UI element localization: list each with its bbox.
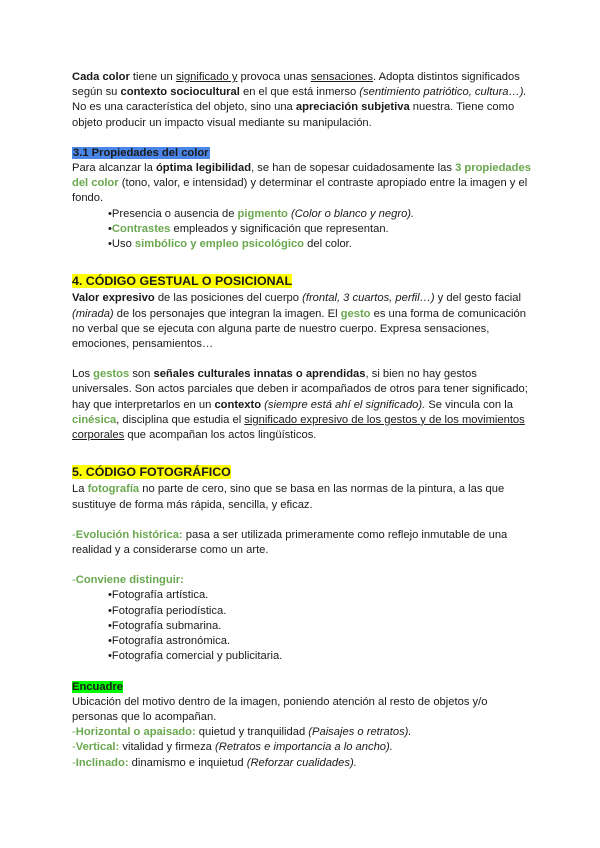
text-span: provoca unas	[237, 71, 311, 83]
section-3-1-heading	[72, 146, 532, 161]
text-span: que acompañan los actos lingüísticos.	[124, 429, 317, 442]
text-span: Valor expresivo	[72, 292, 155, 305]
evolution-paragraph	[72, 528, 532, 558]
text-span: (mirada)	[72, 307, 114, 320]
text-span: fotografía	[87, 483, 140, 496]
text-span: gestos	[93, 368, 130, 381]
text-span: Se vincula con la	[425, 398, 513, 411]
section-4-paragraph-2	[72, 367, 532, 443]
list-item	[72, 207, 532, 222]
list-item: •Fotografía astronómica.	[108, 635, 231, 648]
text-span: (Color o blanco y negro).	[287, 207, 415, 220]
color-intro-paragraph	[72, 70, 532, 131]
text-span: , si bien no hay gestos universales. Son actos parciales que deben ir acompañados de otros para tener significado; hay que interpretarlos en un	[72, 368, 528, 411]
text-span: simbólico y empleo psicológico	[134, 238, 305, 251]
text-span: y del gesto facial	[434, 292, 522, 305]
text-span: , se han de sopesar cuidadosamente las	[251, 162, 456, 175]
text-span: (siempre está ahí el significado).	[261, 398, 426, 411]
document-content	[72, 70, 532, 771]
text-span: (tono, valor, e intensidad) y determinar el contraste apropiado entre la imagen y el fondo.	[72, 177, 528, 205]
text-span: óptima legibilidad	[155, 162, 252, 175]
text-span: -	[72, 741, 76, 754]
text-span: Inclinado:	[75, 756, 129, 769]
text-span: -	[72, 726, 76, 739]
text-span: contexto	[214, 398, 262, 411]
list-item: •Fotografía comercial y publicitaria.	[108, 650, 283, 663]
list-item	[72, 740, 532, 755]
encuadre-heading	[72, 680, 532, 695]
text-span: apreciación subjetiva	[295, 101, 410, 114]
encuadre-title: Encuadre	[72, 680, 123, 693]
text-span: de los personajes que integran la imagen. El	[113, 307, 341, 320]
text-span: del color.	[304, 238, 352, 251]
list-item: •Fotografía artística.	[108, 589, 209, 602]
text-span: Horizontal o apaisado:	[75, 726, 196, 739]
text-span: quietud y tranquilidad	[195, 726, 309, 739]
text-span: Los	[72, 368, 94, 381]
text-span: Evolución histórica:	[75, 528, 183, 541]
text-span: (Retratos e importancia a lo ancho).	[215, 741, 393, 754]
list-item	[72, 725, 532, 740]
text-span: La	[72, 483, 88, 496]
text-span: -	[72, 528, 76, 541]
text-span: -	[72, 756, 76, 769]
text-span: tiene un	[129, 71, 176, 83]
section-5-paragraph-1	[72, 482, 532, 512]
text-span: Cada color	[72, 71, 130, 83]
text-span: •Presencia o ausencia de	[108, 207, 238, 220]
text-span: Conviene distinguir:	[75, 574, 184, 587]
text-span: (sentimiento patriótico, cultura…).	[359, 86, 527, 99]
text-span: significado y	[175, 71, 238, 83]
text-span: son	[129, 368, 154, 381]
text-span: empleados y significación que representan.	[170, 222, 389, 235]
section-4-title: 4. CÓDIGO GESTUAL O POSICIONAL	[72, 274, 293, 289]
text-span: en el que está inmerso	[239, 86, 360, 99]
text-span: dinamismo e inquietud	[128, 756, 247, 769]
list-item	[72, 222, 532, 237]
list-item: •Fotografía submarina.	[108, 619, 222, 632]
text-span: •Uso	[108, 238, 135, 251]
text-span: pigmento	[237, 207, 288, 220]
text-span: sensaciones	[310, 71, 374, 83]
section-5-heading	[72, 465, 532, 481]
text-span: de las posiciones del cuerpo	[154, 292, 303, 305]
text-span: •	[108, 222, 112, 235]
text-span: vitalidad y firmeza	[119, 741, 216, 754]
encuadre-paragraph: Ubicación del motivo dentro de la imagen, poniendo atención al resto de objetos y/o personas que lo acompañan.	[72, 695, 488, 723]
list-item: •Fotografía periodística.	[108, 604, 227, 617]
text-span: , disciplina que estudia el	[116, 413, 245, 426]
text-span: Para alcanzar la	[72, 162, 156, 175]
text-span: 3 propiedades del color	[72, 162, 531, 190]
text-span: significado expresivo de los gestos y de los movimientos corporales	[72, 413, 525, 442]
list-item	[72, 756, 532, 771]
text-span: . Adopta distintos significados según su	[72, 71, 520, 99]
text-span: Contrastes	[111, 222, 171, 235]
section-3-1-paragraph	[72, 161, 532, 207]
text-span: nuestra. Tiene como objeto producir un impacto visual mediante su manipulación.	[72, 101, 515, 129]
distinguish-heading	[72, 573, 532, 588]
text-span: gesto	[340, 307, 371, 320]
text-span: no parte de cero, sino que se basa en las normas de la pintura, a las que sustituye de forma más rápida, sencilla, y eficaz.	[72, 483, 505, 511]
text-span: (Reforzar cualidades).	[246, 756, 357, 769]
text-span: señales culturales innatas o aprendidas	[153, 368, 366, 381]
text-span: Vertical:	[75, 741, 120, 754]
text-span: No es una característica del objeto, sino una	[72, 101, 296, 114]
section-4-heading	[72, 274, 532, 290]
text-span: es una forma de comunicación no verbal que se ejecuta con alguna parte de nuestro cuerpo. Expresa sensaciones, emociones, pensamientos…	[72, 307, 526, 351]
text-span: (frontal, 3 cuartos, perfil…)	[302, 292, 435, 305]
text-span: contexto sociocultural	[120, 86, 240, 99]
section-4-paragraph-1	[72, 291, 532, 352]
list-item	[72, 237, 532, 252]
text-span: -	[72, 574, 76, 587]
text-span: cinésica	[72, 413, 117, 426]
text-span: (Paisajes o retratos).	[308, 726, 412, 739]
section-5-title: 5. CÓDIGO FOTOGRÁFICO	[72, 465, 231, 480]
text-span: pasa a ser utilizada primeramente como reflejo inmutable de una realidad y a considerarse como un arte.	[72, 528, 508, 557]
section-3-1-title: 3.1 Propiedades del color	[73, 146, 209, 159]
